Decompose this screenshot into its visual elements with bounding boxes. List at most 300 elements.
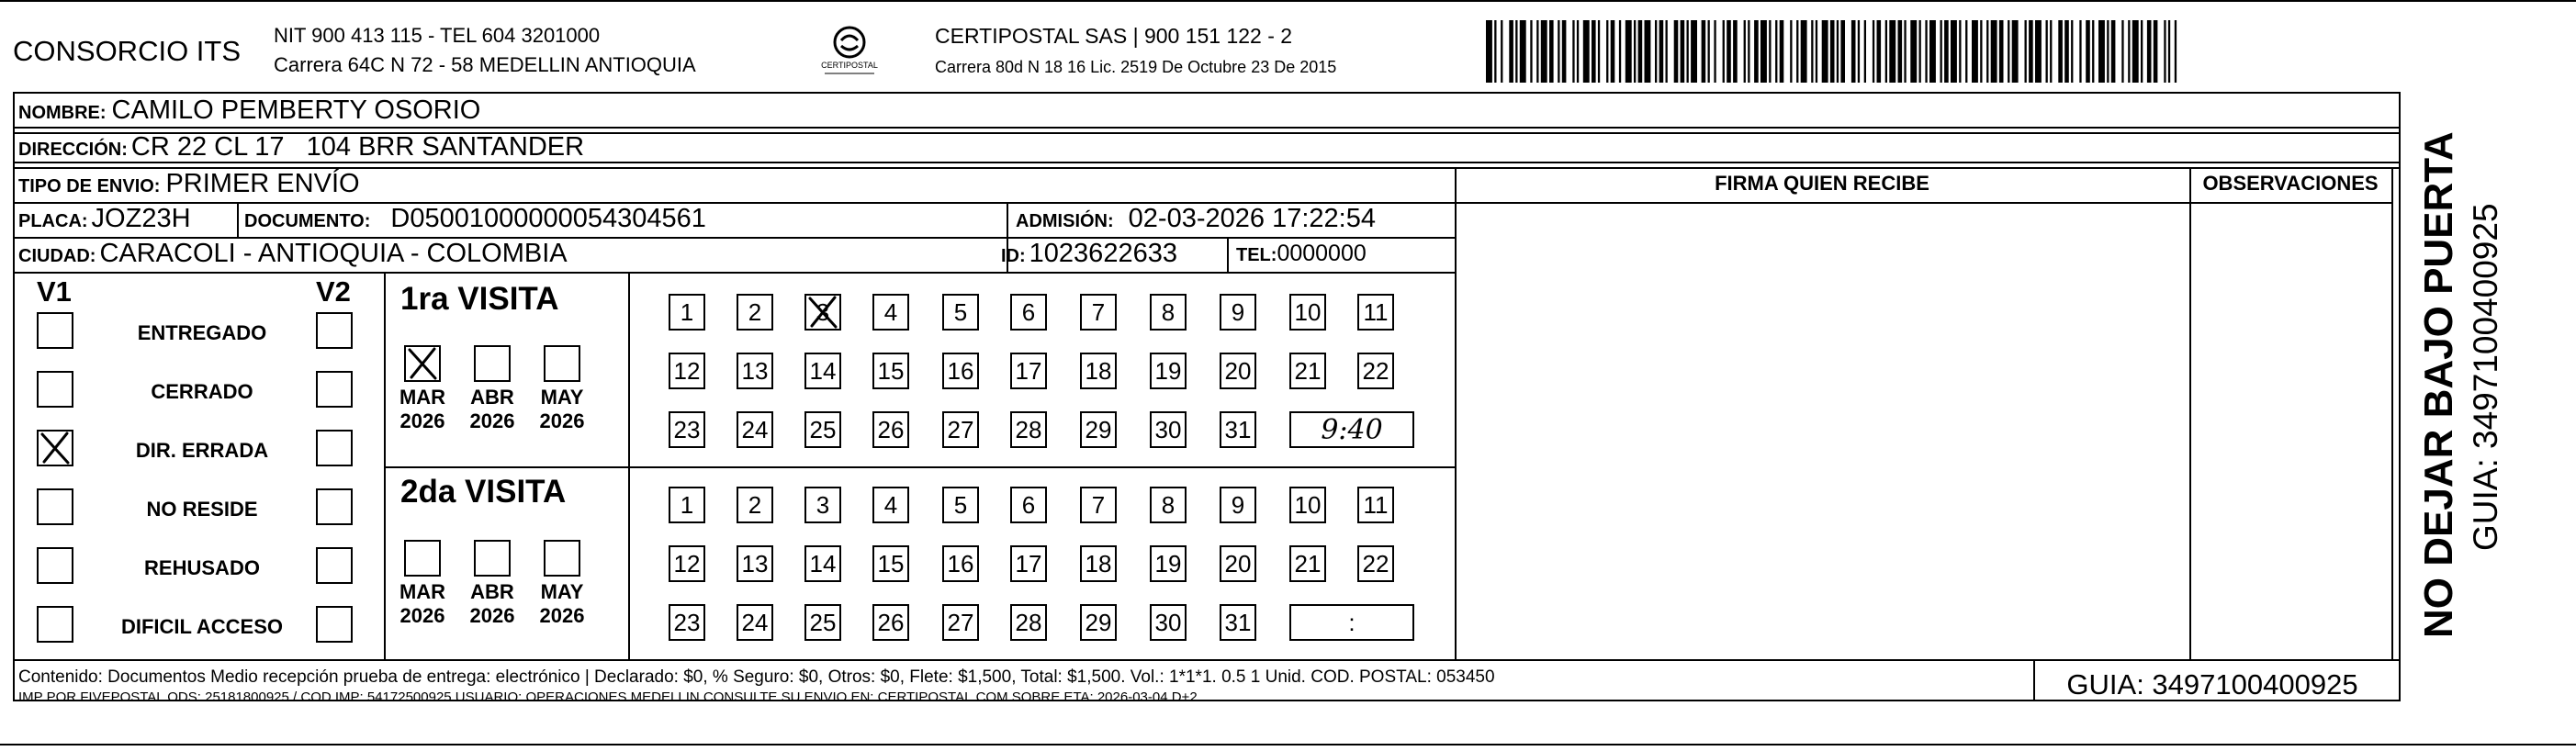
visit2-month-label [395,580,450,628]
status-label: DIFICIL ACCESO [120,615,283,638]
visit2-day-4[interactable] [872,487,909,523]
day-number: 20 [1224,356,1252,385]
rule [2391,167,2393,659]
month-year: 2026 [399,409,445,432]
barcode-bar [1889,20,1895,83]
visit1-day-16[interactable] [942,353,979,389]
barcode-bar [2154,20,2158,83]
barcode-bar [1509,20,1513,83]
barcode-bar [1666,20,1668,83]
barcode-bar [1801,20,1807,83]
visit1-month-checkbox-1[interactable] [404,345,441,382]
barcode-bar [1999,20,2004,83]
visit1-month-checkbox-3[interactable] [544,345,580,382]
barcode-bar [1991,20,1997,83]
visit2-day-13[interactable] [737,545,773,582]
v2-label: V2 [316,275,351,308]
month-name: MAR [399,580,446,603]
barcode-bar [2107,20,2109,83]
barcode-bar [2092,20,2094,83]
barcode-bar [1864,20,1866,83]
visit2-day-28[interactable] [1010,604,1047,641]
barcode-bar [1674,20,1679,83]
day-number: 31 [1224,415,1252,443]
day-number: 11 [1363,490,1389,519]
v2-checkbox-5[interactable] [316,547,353,584]
visit1-day-22[interactable] [1357,353,1394,389]
visit1-day-15[interactable] [872,353,909,389]
visit1-day-2[interactable] [737,294,773,331]
barcode-bar [2141,20,2143,83]
v1-checkbox-5[interactable] [37,547,73,584]
day-number: 8 [1161,297,1176,326]
status-label: DIR. ERRADA [135,439,269,462]
visit1-day-28[interactable] [1010,411,1047,448]
day-number: 18 [1085,356,1112,385]
carrier-name: CERTIPOSTAL SAS | 900 151 122 - 2 [935,24,1293,48]
barcode-bar [1530,20,1532,83]
recipient-name: CAMILO PEMBERTY OSORIO [111,95,481,125]
visit2-day-17[interactable] [1010,545,1047,582]
day-number: 24 [741,608,769,636]
status-label: ENTREGADO [137,321,267,344]
day-number: 2 [748,297,762,326]
barcode-bar [1925,20,1927,83]
day-number: 25 [809,415,837,443]
barcode-bar [2121,20,2123,83]
status-label: REHUSADO [144,556,260,579]
visit2-day-31[interactable] [1220,604,1256,641]
barcode-bar [1592,20,1596,83]
day-number: 7 [1091,490,1106,519]
day-number: 7 [1091,297,1106,326]
city-value: CARACOLI - ANTIOQUIA - COLOMBIA [99,239,568,268]
visit1-day-3[interactable] [804,294,841,331]
visit1-day-5[interactable] [942,294,979,331]
plate-value: JOZ23H [91,204,191,233]
signature-label: FIRMA QUIEN RECIBE [1715,172,1929,195]
visit1-day-18[interactable] [1080,353,1117,389]
day-number: 20 [1224,549,1252,577]
day-number: 25 [809,608,837,636]
visit2-month-checkbox-2[interactable] [474,540,511,577]
barcode-bar [2035,20,2042,83]
visit1-day-23[interactable] [669,411,705,448]
visit1-month-checkbox-2[interactable] [474,345,511,382]
id-value: 1023622633 [1029,239,1177,268]
barcode-bar [1541,20,1547,83]
month-year: 2026 [539,604,585,627]
barcode-bar [2168,20,2170,83]
visit2-day-23[interactable] [669,604,705,641]
day-number: 26 [877,415,905,443]
company-name: CONSORCIO ITS [13,35,242,67]
visit1-day-27[interactable] [942,411,979,448]
visit2-day-29[interactable] [1080,604,1117,641]
rule [13,167,2401,169]
day-number: 2 [748,490,762,519]
month-name: MAR [399,386,446,409]
visit2-day-7[interactable] [1080,487,1117,523]
rule [384,272,386,659]
barcode-bar [1611,20,1615,83]
plate-field: PLACA: JOZ23H [18,204,191,233]
company-address: Carrera 64C N 72 - 58 MEDELLIN ANTIOQUIA [274,53,696,76]
day-number: 12 [673,356,701,385]
barcode-bar [1598,20,1600,83]
visit1-day-20[interactable] [1220,353,1256,389]
day-number: 11 [1363,297,1389,326]
barcode-bar [1708,20,1710,83]
barcode-bar [1625,20,1632,83]
v2-checkbox-2[interactable] [316,371,353,408]
visit2-day-5[interactable] [942,487,979,523]
barcode-bar [1723,20,1725,83]
visit1-day-17[interactable] [1010,353,1047,389]
barcode-bar [1780,20,1784,83]
barcode-bar [2058,20,2063,83]
barcode-bar [1655,20,1657,83]
visit1-month-label [395,386,450,433]
v2-checkbox-4[interactable] [316,488,353,525]
rule [13,127,2401,129]
barcode-bar [2079,20,2081,83]
visit1-day-25[interactable] [804,411,841,448]
barcode-bar [1972,20,1978,83]
barcode-bar [2132,20,2139,83]
day-number: 8 [1161,490,1176,519]
barcode-bar [1851,20,1856,83]
footer-guide: GUIA: 3497100400925 [2066,668,2358,701]
day-number: 13 [741,549,769,577]
rule [1455,167,1457,659]
barcode-bar [2164,20,2165,83]
rule [1455,202,2393,204]
v1-checkbox-3[interactable] [37,430,73,466]
no-under-door-warning: NO DEJAR BAJO PUERTA [2416,131,2461,638]
rule [13,162,2401,163]
visit1-day-19[interactable] [1150,353,1187,389]
visit2-day-10[interactable] [1289,487,1326,523]
status-label: NO RESIDE [146,498,258,521]
barcode-bar [1638,20,1643,83]
visit2-month-checkbox-3[interactable] [544,540,580,577]
visit1-day-13[interactable] [737,353,773,389]
side-guide: GUIA: 3497100400925 [2467,203,2504,551]
month-name: ABR [470,580,514,603]
day-number: 5 [953,490,968,519]
visit2-day-21[interactable] [1289,545,1326,582]
visit2-day-18[interactable] [1080,545,1117,582]
barcode-bar [2008,20,2009,83]
barcode-bar [2029,20,2033,83]
barcode-bar [1980,20,1982,83]
v2-checkbox-3[interactable] [316,430,353,466]
visit2-day-25[interactable] [804,604,841,641]
document-value: D05001000000054304561 [390,204,706,233]
day-number: 26 [877,608,905,636]
barcode-bar [1904,20,1906,83]
rule [13,272,1457,274]
barcode-bar [2175,20,2177,83]
visit2-title: 2da VISITA [400,474,567,510]
barcode-bar [2098,20,2105,83]
visit1-month-label [465,386,520,433]
bottom-rule [0,744,2576,745]
barcode-bar [2012,20,2019,83]
barcode-bar [1714,20,1715,83]
visit1-day-1[interactable] [669,294,705,331]
barcode-bar [1577,20,1579,83]
barcode-bar [2111,20,2116,83]
day-number: 19 [1154,549,1182,577]
day-number: 30 [1154,608,1182,636]
barcode-bar [1659,20,1664,83]
barcode-bar [1837,20,1839,83]
barcode-bar [1619,20,1621,83]
svg-text:CERTIPOSTAL: CERTIPOSTAL [821,61,878,70]
month-name: MAY [540,386,584,409]
barcode-bar [1702,20,1706,83]
barcode-bar [1910,20,1917,83]
day-number: 27 [947,608,974,636]
day-number: 9 [1231,297,1245,326]
day-number: 9 [1231,490,1245,519]
barcode-bar [1549,20,1554,83]
day-number: 21 [1294,356,1322,385]
day-number: 30 [1154,415,1182,443]
visit2-day-12[interactable] [669,545,705,582]
visit1-day-7[interactable] [1080,294,1117,331]
v2-checkbox-1[interactable] [316,312,353,349]
visit2-day-6[interactable] [1010,487,1047,523]
day-number: 28 [1015,608,1042,636]
barcode-bar [1885,20,1887,83]
barcode-bar [1811,20,1813,83]
certipostal-logo [808,22,891,79]
barcode-bar [1760,20,1767,83]
day-number: 27 [947,415,974,443]
visit2-day-19[interactable] [1150,545,1187,582]
day-number: 3 [816,490,830,519]
check-x-icon [37,430,73,466]
barcode-bar [1790,20,1792,83]
visit2-day-1[interactable] [669,487,705,523]
day-number: 10 [1294,297,1322,326]
visit2-day-8[interactable] [1150,487,1187,523]
check-x-icon [404,345,441,382]
barcode-bar [2064,20,2069,83]
barcode-bar [1816,20,1817,83]
day-number: 16 [947,356,974,385]
barcode-bar [1951,20,1957,83]
visit1-day-24[interactable] [737,411,773,448]
rule [628,272,630,659]
month-year: 2026 [469,409,515,432]
day-number: 3 [816,297,830,326]
imp-line: IMP POR FIVEPOSTAL ODS: 25181800925 / COD.IMP: 54172500925 USUARIO: OPERACIONES MEDELLIN CONSULTE SU ENVIO EN: CERTIPOSTAL.COM SOBRE ETA: 2026-03-04 D+2 [18,689,1198,705]
recipient-address: CR 22 CL 17 104 BRR SANTANDER [130,132,585,162]
barcode-bar [1562,20,1567,83]
v1-checkbox-4[interactable] [37,488,73,525]
day-number: 16 [947,549,974,577]
admission-value: 02-03-2026 17:22:54 [1128,204,1376,233]
barcode-bar [1873,20,1874,83]
day-number: 29 [1085,608,1112,636]
visit2-month-checkbox-1[interactable] [404,540,441,577]
id-field: ID: 1023622633 [1001,239,1177,268]
day-number: 31 [1224,608,1252,636]
day-number: 1 [680,297,694,326]
visit1-day-8[interactable] [1150,294,1187,331]
v1-checkbox-1[interactable] [37,312,73,349]
day-number: 4 [883,297,898,326]
barcode-bar [1572,20,1574,83]
visit2-day-15[interactable] [872,545,909,582]
barcode-bar [1494,20,1496,83]
barcode-bar [1748,20,1749,83]
visit1-day-14[interactable] [804,353,841,389]
barcode-bar [1515,20,1517,83]
barcode-bar [1536,20,1538,83]
day-number: 19 [1154,356,1182,385]
day-number: 12 [673,549,701,577]
visit2-day-22[interactable] [1357,545,1394,582]
carrier-address: Carrera 80d N 18 16 Lic. 2519 De Octubre 23 De 2015 [935,58,1337,76]
visit2-month-label [534,580,590,628]
visit2-day-16[interactable] [942,545,979,582]
day-number: 5 [953,297,968,326]
barcode-bar [1645,20,1651,83]
day-number: 17 [1015,356,1042,385]
month-name: ABR [470,386,514,409]
barcode-bar [1733,20,1738,83]
visit1-day-21[interactable] [1289,353,1326,389]
barcode-bar [1986,20,1988,83]
visit2-day-20[interactable] [1220,545,1256,582]
shipment-type-field: TIPO DE ENVIO: PRIMER ENVÍO [18,169,360,198]
day-number: 1 [680,490,694,519]
v1-checkbox-2[interactable] [37,371,73,408]
visit2-day-30[interactable] [1150,604,1187,641]
barcode-bar [1583,20,1590,83]
tel-field: TEL:0000000 [1236,241,1367,266]
visit2-day-2[interactable] [737,487,773,523]
barcode-bar [2046,20,2048,83]
barcode-bar [1877,20,1882,83]
barcode-bar [2128,20,2130,83]
visit2-day-24[interactable] [737,604,773,641]
rule [384,466,1457,468]
day-number: 6 [1021,297,1036,326]
content-line: Contenido: Documentos Medio recepción prueba de entrega: electrónico | Declarado: $0, % Seguro: $0, Otros: $0, Flete: $1,500, Total: $1,500. Vol.: 1*1*1. 0.5 1 Unid. COD. POSTAL: 053450 [18,667,1495,687]
barcode-bar [1796,20,1798,83]
day-number: 14 [809,356,837,385]
visit1-day-12[interactable] [669,353,705,389]
day-number: 21 [1294,549,1322,577]
barcode-bar [1727,20,1731,83]
month-year: 2026 [539,409,585,432]
visit1-day-29[interactable] [1080,411,1117,448]
visit2-month-label [465,580,520,628]
barcode-bar [1520,20,1526,83]
day-number: 18 [1085,549,1112,577]
barcode-bar [2071,20,2073,83]
rule [1227,237,1229,272]
visit-time: 9:40 [1321,413,1383,446]
day-number: 24 [741,415,769,443]
city-field: CIUDAD: CARACOLI - ANTIOQUIA - COLOMBIA [18,239,568,268]
barcode-bar [1501,20,1502,83]
visit1-day-6[interactable] [1010,294,1047,331]
v2-checkbox-6[interactable] [316,606,353,643]
barcode-bar [1634,20,1636,83]
document-field: DOCUMENTO: D05001000000054304561 [244,204,706,233]
visit2-day-11[interactable] [1357,487,1394,523]
v1-checkbox-6[interactable] [37,606,73,643]
rule [13,659,2401,661]
day-number: 17 [1015,549,1042,577]
visit1-day-26[interactable] [872,411,909,448]
barcode-bar [2050,20,2052,83]
barcode-bar [1687,20,1689,83]
day-number: 28 [1015,415,1042,443]
visit2-day-9[interactable] [1220,487,1256,523]
barcode-bar [1898,20,1903,83]
check-x-icon [804,294,841,331]
day-number: 22 [1362,549,1389,577]
visit1-title: 1ra VISITA [400,281,559,317]
shipment-type: PRIMER ENVÍO [165,169,360,198]
barcode-bar [1919,20,1921,83]
month-year: 2026 [469,604,515,627]
visit1-time-field[interactable] [1289,411,1414,448]
top-rule [0,0,2576,2]
day-number: 15 [877,549,905,577]
barcode-bar [1769,20,1771,83]
name-field: NOMBRE: CAMILO PEMBERTY OSORIO [18,95,481,125]
day-number: 10 [1294,490,1322,519]
visit1-day-11[interactable] [1357,294,1394,331]
v1-label: V1 [37,275,72,308]
month-year: 2026 [399,604,445,627]
barcode-bar [1744,20,1746,83]
day-number: 15 [877,356,905,385]
visit1-day-10[interactable] [1289,294,1326,331]
barcode-bar [2086,20,2090,83]
visit1-day-9[interactable] [1220,294,1256,331]
visit2-time-field[interactable] [1289,604,1414,641]
barcode-bar [1606,20,1608,83]
barcode-bar [1691,20,1697,83]
address-field: DIRECCIÓN: CR 22 CL 17 104 BRR SANTANDER [18,132,585,162]
visit2-day-14[interactable] [804,545,841,582]
visit1-day-4[interactable] [872,294,909,331]
visit2-day-27[interactable] [942,604,979,641]
visit-time: : [1348,608,1355,636]
visit1-day-31[interactable] [1220,411,1256,448]
barcode-bar [1940,20,1942,83]
visit2-day-26[interactable] [872,604,909,641]
barcode-bar [2025,20,2027,83]
barcode-bar [1486,20,1492,83]
barcode-bar [1959,20,1961,83]
visit2-day-3[interactable] [804,487,841,523]
observations-label: OBSERVACIONES [2202,172,2379,195]
visit1-day-30[interactable] [1150,411,1187,448]
status-label: CERRADO [151,380,253,403]
day-number: 29 [1085,415,1112,443]
